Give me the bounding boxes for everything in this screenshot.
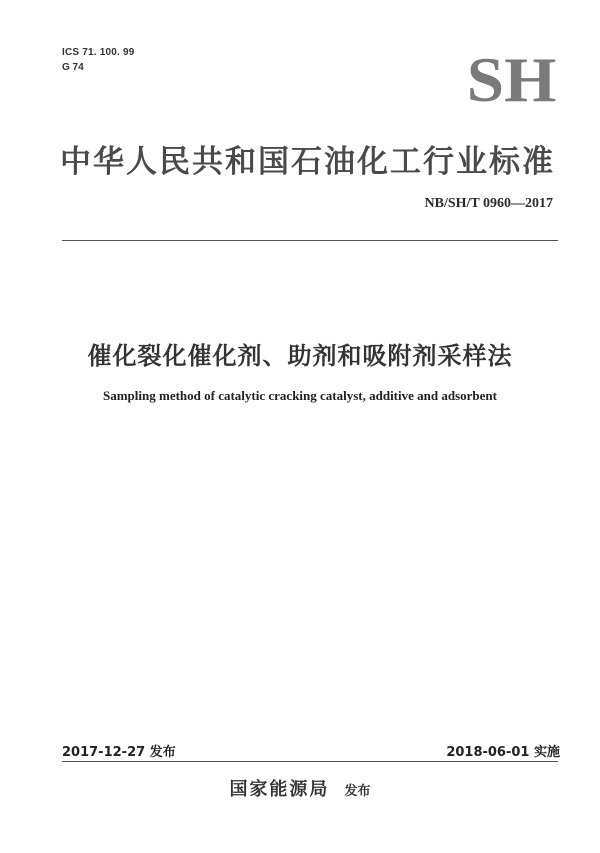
standard-number: NB/SH/T 0960—2017 (424, 196, 553, 211)
standard-category-title: 中华人民共和国石油化工行业标准 (60, 144, 555, 180)
implementation-date: 2018-06-01 实施 (446, 745, 560, 760)
issue-date: 2017-12-27 发布 (62, 745, 176, 760)
bottom-divider (62, 761, 558, 762)
english-title: Sampling method of catalytic cracking catalyst, additive and adsorbent (103, 388, 497, 403)
top-divider (62, 240, 558, 241)
sh-logo: SH (466, 44, 556, 115)
issuer-line (0, 775, 600, 801)
issuer-name: 国家能源局 (229, 779, 330, 800)
chinese-title: 催化裂化催化剂、助剂和吸附剂采样法 (87, 342, 513, 370)
classification-code: G 74 (62, 62, 84, 73)
ics-code: ICS 71. 100. 99 (62, 47, 135, 58)
issuer-suffix: 发布 (344, 784, 371, 799)
